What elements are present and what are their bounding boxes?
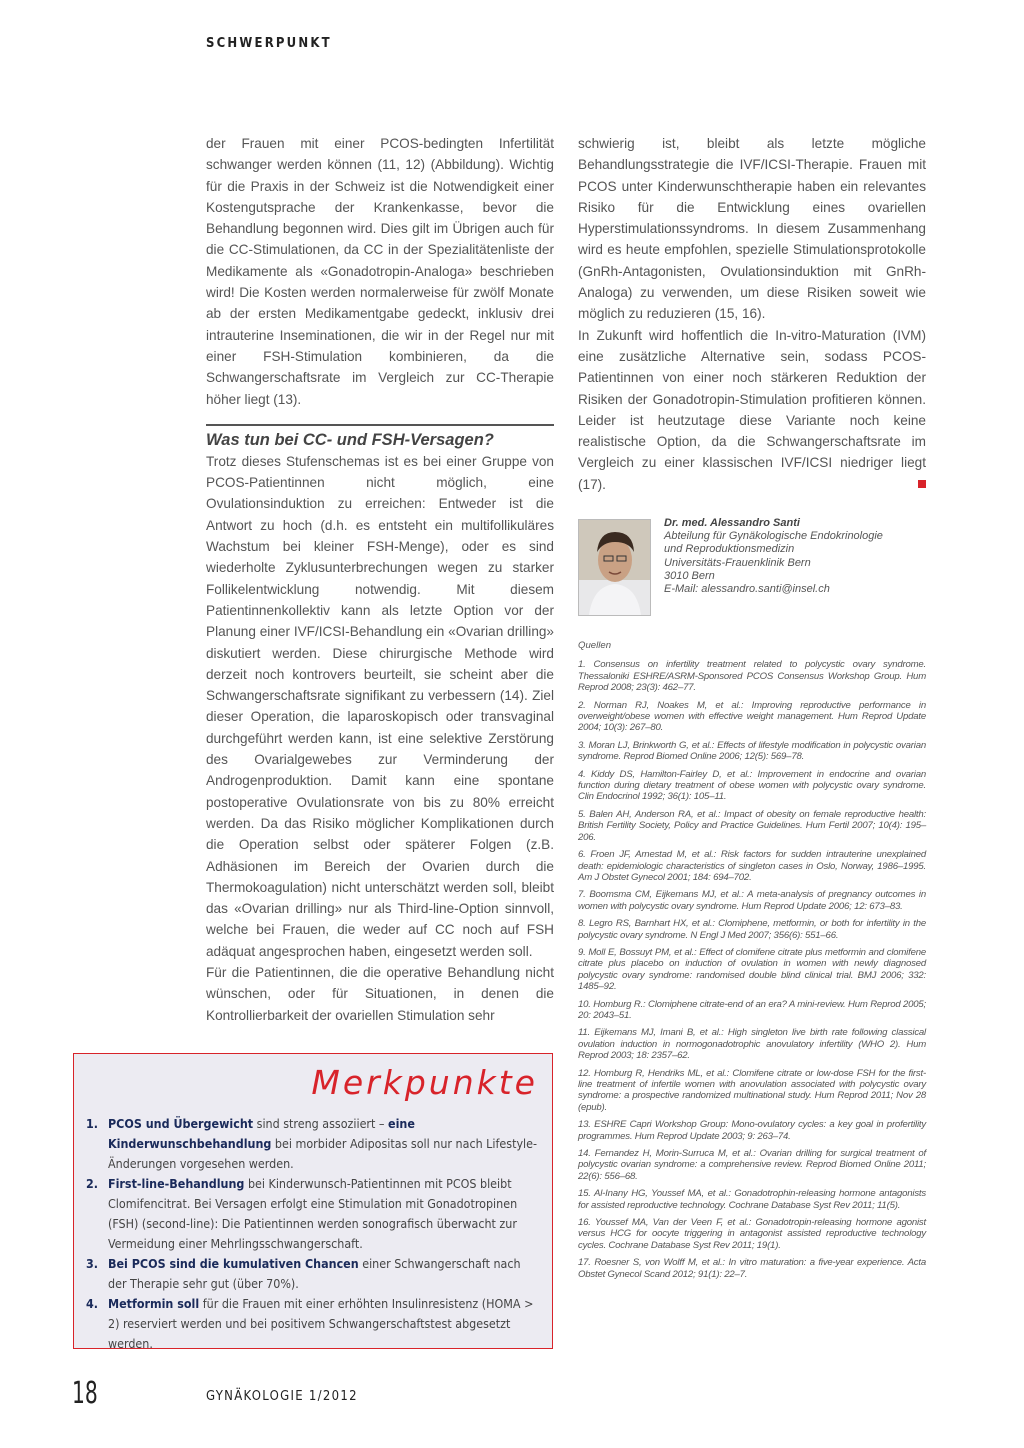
reference-item: 3. Moran LJ, Brinkworth G, et al.: Effects of lifestyle modification in polycystic ovarian syndrome. Reprod Biomed Online 2006; 12(5): 569–78.	[578, 739, 926, 763]
merkpunkt-item	[86, 1114, 541, 1174]
merkpunkt-item	[86, 1294, 541, 1354]
paragraph: Trotz dieses Stufenschemas ist es bei einer Gruppe von PCOS-Patientinnen nicht möglich, eine Ovulationsinduktion zu erreichen: Entweder ist die Antwort zu hoch (d.h. es entsteht ein multifollikuläres Wachstum bei kleiner FSH-Menge), oder es sind wiederholte Zyklusunterbrechungen wegen zu starker Follikelentwicklung notwendig. Mit diesem Patientinnenkollektiv kann als letzte Option vor der Planung einer IVF/ICSI-Behandlung ein «Ovarian drilling» diskutiert werden. Diese chirurgische Methode wird derzeit noch kontrovers beurteilt, sie scheint aber die Schwangerschaftsrate signifikant zu verbessern (14). Ziel dieser Operation, die laparoskopisch oder transvaginal durchgeführt werden kann, ist eine selektive Zerstörung des Ovarialgewebes zur Verminderung der Androgenproduktion. Damit kann eine spontane postoperative Ovulationsrate von bis zu 80% erreicht werden. Da das Risiko möglicher Komplikationen durch die Operation selbst oder späterer Folgen (z.B. Adhäsionen im Bereich der Ovarien durch die Thermokoagulation) nicht unterschätzt werden soll, bleibt das «Ovarian drilling» nur als Third-line-Option sinnvoll, welche bei Frauen, die weder auf CC noch auf FSH adäquat angesprochen haben, eingesetzt werden soll.	[206, 453, 554, 959]
reference-item: 11. Eijkemans MJ, Imani B, et al.: High singleton live birth rate following classical ovulation induction in normogonadotrophic anovulatory infertility (WHO 2). Hum Reprod 2003; 18: 2357–62.	[578, 1027, 926, 1062]
item-emphasis: eine Kinderwunschbehandlung	[108, 1116, 415, 1151]
references	[578, 640, 926, 1286]
item-emphasis: PCOS und Übergewicht	[108, 1116, 254, 1131]
author-info	[664, 517, 934, 596]
paragraph: schwierig ist, bleibt als letzte mögliche Behandlungsstrategie die IVF/ICSI-Therapie. Frauen mit PCOS unter Kinderwunschtherapie haben ein relevantes Risiko für die Entwicklung eines ovariellen Hyperstimulationssyndroms. In diesem Zusammenhang wird es heute empfohlen, spezielle Stimulationsprotokolle (GnRh-Antagonisten, Ovulationsinduktion mit GnRh-Analoga) zu verwenden, um diese Risiken soweit wie möglich zu reduzieren (15, 16).	[578, 136, 926, 322]
reference-item: 14. Fernandez H, Morin-Surruca M, et al.: Ovarian drilling for surgical treatment of polycystic ovarian syndrome: a comprehensive review. Reprod Biomed Online 2011; 22(6): 556–68.	[578, 1148, 926, 1182]
paragraph	[578, 325, 926, 495]
end-mark-icon	[918, 480, 926, 488]
reference-item: 13. ESHRE Capri Workshop Group: Mono-ovulatory cycles: a key goal in profertility programmes. Hum Reprod Update 2003; 9: 263–74.	[578, 1119, 926, 1142]
item-emphasis: First-line-Behandlung	[108, 1176, 245, 1191]
subheading: Was tun bei CC- und FSH-Versagen?	[206, 424, 554, 451]
paragraph-text: In Zukunft wird hoffentlich die In-vitro-Maturation (IVM) eine zusätzliche Alternative sein, sodass PCOS-Patientinnen von einer noch stärkeren Reduktion der Risiken der Gonadotropin-Stimulation profitieren können. Leider ist heutzutage diese Variante noch keine realistische Option, da die Schwangerschaftsrate im Vergleich zu einer klassischen IVF/ICSI niedriger liegt (17).	[578, 327, 926, 492]
reference-item: 17. Roesner S, von Wolff M, et al.: In vitro maturation: a five-year experience. Acta Obstet Gynecol Scand 2012; 91(1): 22–7.	[578, 1257, 926, 1280]
reference-item: 8. Legro RS, Barnhart HX, et al.: Clomiphene, metformin, or both for infertility in the polycystic ovary syndrome. N Engl J Med 2007; 356(6): 551–66.	[578, 918, 926, 941]
reference-item: 10. Homburg R.: Clomiphene citrate-end of an era? A mini-review. Hum Reprod 2005; 20: 2043–51.	[578, 998, 926, 1021]
item-text: bei Kinderwunsch-Patientinnen mit PCOS bleibt Clomifencitrat. Bei Versagen erfolgt eine Stimulation mit Gonadotropinen (FSH) (second-line): Die Patientinnen werden sonografisch überwacht zur Vermeidung einer Mehrlingsschwangerschaft.	[108, 1176, 518, 1251]
reference-item: 6. Froen JF, Arnestad M, et al.: Risk factors for sudden intrauterine unexplained death: epidemiologic characteristics of singleton cases in Oslo, Norway, 1986–1995. Am J Obstet Gynecol 2001; 184: 694–702.	[578, 849, 926, 883]
item-number: 3.	[86, 1256, 98, 1271]
reference-item: 12. Homburg R, Hendriks ML, et al.: Clomifene citrate or low-dose FSH for the first-line treatment of infertile women with anovulation associated with polycystic ovary syndrome: a prospective randomized multinational study. Hum Reprod 2011; Nov 28 (epub).	[578, 1067, 926, 1113]
author-affiliation: Universitäts-Frauenklinik Bern	[664, 556, 811, 569]
item-emphasis: Metformin soll	[108, 1296, 200, 1311]
reference-item: 2. Norman RJ, Noakes M, et al.: Improving reproductive performance in overweight/obese women with effective weight management. Hum Reprod Update 2004; 10(3): 267–80.	[578, 699, 926, 734]
merkpunkt-item	[86, 1174, 541, 1254]
journal-name: GYNÄKOLOGIE 1/2012	[206, 1389, 358, 1404]
paragraph: der Frauen mit einer PCOS-bedingten Infertilität schwanger werden können (11, 12) (Abbildung). Wichtig für die Praxis in der Schweiz ist die Notwendigkeit einer Kostengutsprache der Krankenkasse, bevor die Behandlung begonnen wird. Dies gilt im Übrigen auch für die CC-Stimulationen, da CC in der Spezialitätenliste der Medikamente als «Gonadotropin-Analoga» beschrieben wird! Die Kosten werden normalerweise für zwölf Monate ab der ersten Medikamentgabe gedeckt, inklusiv drei intrauterine Inseminationen, die wir in der Regel nur mit einer FSH-Stimulation kombinieren, da die Schwangerschaftsrate im Vergleich zur CC-Therapie höher liegt (13).	[206, 136, 554, 407]
author-affiliation: Abteilung für Gynäkologische Endokrinologie	[664, 530, 883, 543]
reference-item: 1. Consensus on infertility treatment related to polycystic ovary syndrome. Thessaloniki ESHRE/ASRM-Sponsored PCOS Consensus Workshop Group. Hum Reprod 2008; 23(3): 462–77.	[578, 659, 926, 694]
section-header: SCHWERPUNKT	[206, 36, 332, 51]
author-affiliation: und Reproduktionsmedizin	[664, 543, 795, 556]
item-number: 1.	[86, 1116, 98, 1131]
merkpunkte-title: Merkpunkte	[311, 1063, 538, 1102]
reference-item: 7. Boomsma CM, Eijkemans MJ, et al.: A meta-analysis of pregnancy outcomes in women with polycystic ovary syndrome. Hum Reprod Update 2006; 12: 673–83.	[578, 889, 926, 912]
item-text: bei morbider Adipositas soll nur nach Lifestyle-Änderungen vorgesehen werden.	[108, 1136, 538, 1171]
references-heading: Quellen	[578, 640, 612, 651]
reference-item: 15. Al-Inany HG, Youssef MA, et al.: Gonadotrophin-releasing hormone antagonists for assisted reproductive technology. Cochrane Database Syst Rev 2011; 11(5).	[578, 1188, 926, 1211]
item-text: für die Frauen mit einer erhöhten Insulinresistenz (HOMA > 2) reserviert werden und bei positivem Schwangerschaftstest abgesetzt werden.	[108, 1296, 534, 1351]
reference-item: 9. Moll E, Bossuyt PM, et al.: Effect of clomifene citrate plus metformin and clomifene citrate plus placebo on induction of ovulation in women with newly diagnosed polycystic ovary syndrome: randomised double blind clinical trial. BMJ 2006; 332: 1485–92.	[578, 946, 926, 993]
reference-item: 4. Kiddy DS, Hamilton-Fairley D, et al.: Improvement in endocrine and ovarian function during dietary treatment of obese women with polycystic ovary syndrome. Clin Endocrinol 1992; 36(1): 105–11.	[578, 768, 926, 803]
item-text: sind streng assoziiert –	[253, 1116, 389, 1131]
column-left	[206, 133, 554, 1026]
portrait-icon	[579, 520, 650, 615]
reference-item: 5. Balen AH, Anderson RA, et al.: Impact of obesity on female reproductive health: British Fertility Society, Policy and Practice Guidelines. Hum Fertil 2007; 10(4): 195–206.	[578, 808, 926, 843]
author-email: E-Mail: alessandro.santi@insel.ch	[664, 583, 830, 596]
item-emphasis: Bei PCOS sind die kumulativen Chancen	[108, 1256, 359, 1271]
reference-item: 16. Youssef MA, Van der Veen F, et al.: Gonadotropin-releasing hormone agonist versus HCG for oocyte triggering in antagonist assisted reproductive technology cycles. Cochrane Database Syst Rev 2011; 19(1).	[578, 1217, 926, 1251]
merkpunkte-box	[73, 1053, 553, 1349]
merkpunkt-item	[86, 1254, 541, 1294]
item-number: 4.	[86, 1296, 98, 1311]
paragraph: Für die Patientinnen, die die operative Behandlung nicht wünschen, oder für Situationen, in denen die Kontrollierbarkeit der ovariellen Stimulation sehr	[206, 964, 554, 1023]
column-right	[578, 133, 926, 495]
author-name: Dr. med. Alessandro Santi	[664, 517, 800, 529]
page-number: 18	[72, 1376, 98, 1411]
author-address: 3010 Bern	[664, 569, 715, 582]
item-text: einer Schwangerschaft nach der Therapie sehr gut (über 70%).	[108, 1256, 521, 1291]
author-photo	[578, 519, 651, 616]
item-number: 2.	[86, 1176, 98, 1191]
merkpunkte-list	[86, 1114, 541, 1354]
